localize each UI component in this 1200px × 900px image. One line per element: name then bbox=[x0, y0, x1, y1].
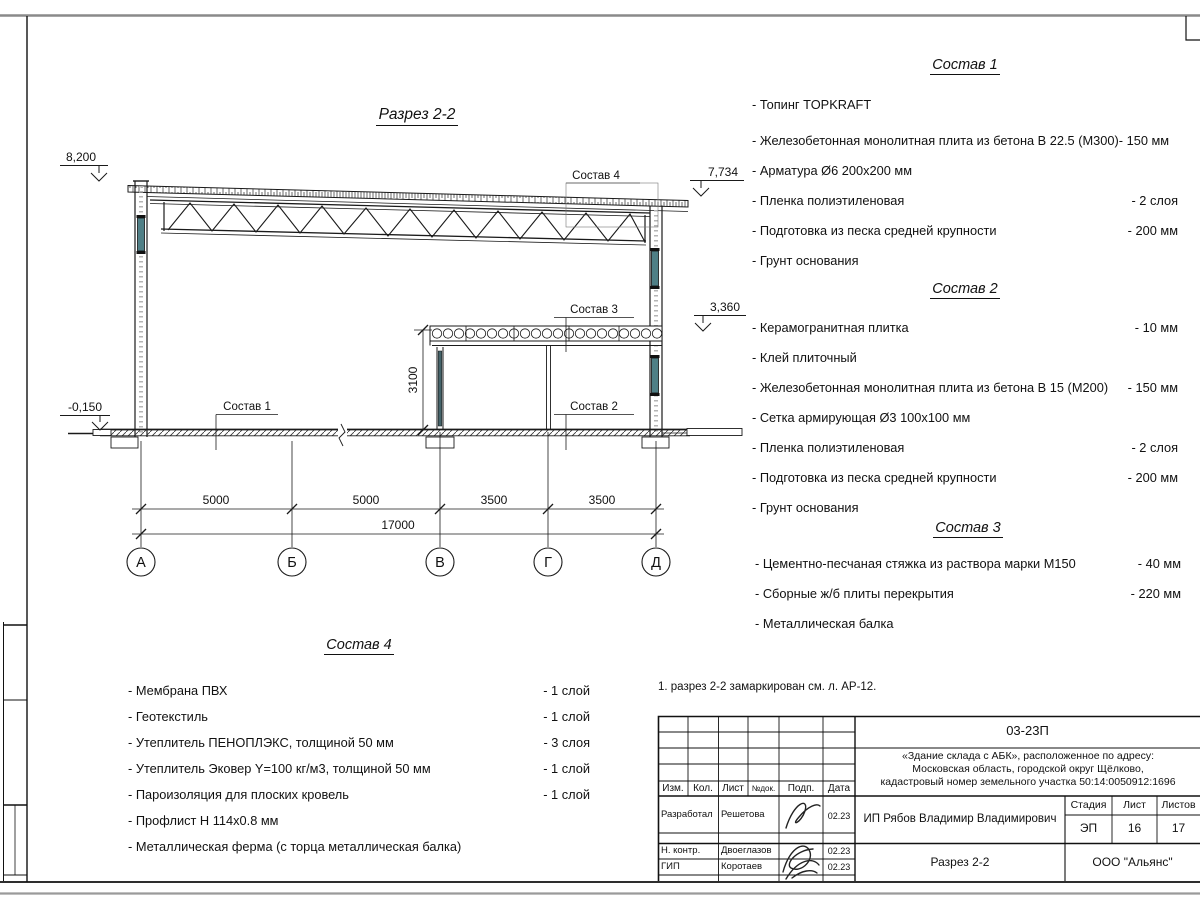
spec-item: - Профлист Н 114х0.8 мм bbox=[128, 813, 279, 828]
spec-item: - Сборные ж/б плиты перекрытия - 220 мм bbox=[755, 586, 1181, 601]
spec-item: - Топинг TOPKRAFT bbox=[752, 97, 872, 112]
col-header-izm: Изм. bbox=[662, 783, 684, 794]
signature-2 bbox=[783, 846, 819, 879]
left-wall-window bbox=[138, 218, 145, 251]
axis-label-g: Г bbox=[544, 555, 552, 571]
elevation-mezzanine: 3,360 bbox=[710, 300, 741, 314]
elevation-roof-left: 8,200 bbox=[66, 150, 97, 164]
right-wall-window-lower bbox=[652, 358, 659, 393]
dim-3500-2: 3500 bbox=[588, 493, 616, 507]
spec-item: - Грунт основания bbox=[752, 500, 859, 515]
stage-value: ЭП bbox=[1079, 821, 1098, 835]
floor-slab bbox=[68, 424, 742, 448]
spec-item: - Геотекстиль - 1 слой bbox=[128, 709, 590, 724]
dim-5000-2: 5000 bbox=[352, 493, 380, 507]
spec-item: - Пароизоляция для плоских кровель - 1 слой bbox=[128, 787, 590, 802]
elevation-roof-right: 7,734 bbox=[708, 165, 739, 179]
role-nkontr: Н. контр. bbox=[661, 845, 701, 856]
role-gip: ГИП bbox=[661, 861, 680, 872]
spec-item: - Грунт основания bbox=[752, 253, 859, 268]
left-wall bbox=[133, 181, 149, 437]
spec-item: - Металлическая балка bbox=[755, 616, 894, 631]
axis-label-v: В bbox=[435, 555, 445, 571]
project-description-line1: «Здание склада с АБК», расположенное по адресу: bbox=[902, 750, 1154, 762]
roof-truss bbox=[150, 200, 650, 245]
dim-3500-1: 3500 bbox=[480, 493, 508, 507]
axis-label-d: Д bbox=[651, 555, 661, 571]
spec-list-sostav-3 bbox=[755, 520, 1181, 640]
spec-item: - Пленка полиэтиленовая - 2 слоя bbox=[752, 193, 1178, 208]
name-gip: Коротаев bbox=[721, 861, 763, 872]
spec-item: - Утеплитель Эковер Y=100 кг/м3, толщиной 50 мм - 1 слой bbox=[128, 761, 590, 776]
doc-number: 03-23П bbox=[1006, 723, 1049, 738]
client-name: ИП Рябов Владимир Владимирович bbox=[863, 813, 1057, 825]
spec-list-title: Состав 3 bbox=[935, 520, 1001, 536]
label-sostav1: Состав 1 bbox=[223, 401, 271, 413]
label-sostav4: Состав 4 bbox=[572, 170, 620, 182]
section-name: Разрез 2-2 bbox=[930, 855, 990, 869]
spec-list-sostav-2 bbox=[752, 281, 1178, 521]
roof-deck bbox=[128, 186, 688, 212]
date-gip: 02.23 bbox=[827, 862, 851, 872]
name-razrabotal: Решетова bbox=[721, 809, 765, 820]
spec-item: - Железобетонная монолитная плита из бетона В 22.5 (М300)- 150 мм bbox=[752, 133, 1170, 148]
axis-label-b: Б bbox=[287, 555, 297, 571]
col-header-podp: Подп. bbox=[787, 783, 815, 794]
spec-item: - Подготовка из песка средней крупности - 200 мм bbox=[752, 470, 1178, 485]
name-nkontr: Двоеглазов bbox=[721, 845, 772, 856]
label-sostav2: Состав 2 bbox=[570, 401, 618, 413]
stage-header: Стадия bbox=[1070, 799, 1107, 811]
project-description-line2: Московская область, городской округ Щёлково, bbox=[912, 763, 1144, 775]
spec-item: - Мембрана ПВХ - 1 слой bbox=[128, 683, 590, 698]
date-razrabotal: 02.23 bbox=[827, 811, 851, 821]
company-name: ООО "Альянс" bbox=[1092, 855, 1173, 869]
signature-1 bbox=[786, 803, 820, 828]
label-sostav3: Состав 3 bbox=[570, 304, 618, 316]
spec-item: - Подготовка из песка средней крупности - 200 мм bbox=[752, 223, 1178, 238]
sheets-header: Листов bbox=[1161, 799, 1196, 811]
right-wall-window-upper bbox=[652, 251, 659, 286]
spec-list-sostav-1 bbox=[752, 57, 1178, 287]
spec-item: - Утеплитель ПЕНОПЛЭКС, толщиной 50 мм - 3 слоя bbox=[128, 735, 590, 750]
spec-item: - Сетка армирующая Ø3 100х100 мм bbox=[752, 410, 971, 425]
spec-item: - Арматура Ø6 200х200 мм bbox=[752, 163, 913, 178]
sheet-header: Лист bbox=[1123, 799, 1146, 811]
spec-list-sostav-4 bbox=[128, 637, 590, 862]
axis-label-a: А bbox=[136, 555, 146, 571]
dim-5000-1: 5000 bbox=[202, 493, 230, 507]
project-description-line3: кадастровый номер земельного участка 50:14:0050912:1696 bbox=[880, 776, 1176, 788]
spec-item: - Железобетонная монолитная плита из бетона В 15 (М200) - 150 мм bbox=[752, 380, 1178, 395]
sheet-number: 16 bbox=[1127, 821, 1142, 835]
spec-item: - Цементно-песчаная стяжка из раствора марки М150 - 40 мм bbox=[755, 556, 1181, 571]
right-wall bbox=[650, 206, 662, 438]
dim-total: 17000 bbox=[381, 518, 415, 532]
sheets-total: 17 bbox=[1171, 821, 1186, 835]
date-nkontr: 02.23 bbox=[827, 846, 851, 856]
role-razrabotal: Разработал bbox=[661, 809, 713, 820]
dim-height: 3100 bbox=[406, 366, 420, 394]
spec-item: - Керамогранитная плитка - 10 мм bbox=[752, 320, 1178, 335]
axis-bubbles bbox=[127, 548, 670, 576]
drawing-view-title: Разрез 2-2 bbox=[352, 106, 482, 124]
interior-columns bbox=[437, 346, 551, 431]
col-header-list: Лист bbox=[722, 783, 744, 794]
spec-item: - Пленка полиэтиленовая - 2 слоя bbox=[752, 440, 1178, 455]
spec-list-title: Состав 2 bbox=[932, 281, 998, 297]
sheet-note: 1. разрез 2-2 замаркирован см. л. АР-12. bbox=[658, 681, 877, 693]
col-header-kol: Кол. bbox=[693, 783, 713, 794]
signature-marks bbox=[783, 803, 820, 879]
spec-item: - Металлическая ферма (с торца металлическая балка) bbox=[128, 839, 462, 854]
col-header-ndok: №док. bbox=[751, 784, 776, 793]
spec-item: - Клей плиточный bbox=[752, 350, 857, 365]
spec-list-title: Состав 1 bbox=[932, 57, 998, 73]
spec-list-title: Состав 4 bbox=[326, 637, 392, 653]
mezzanine-slab bbox=[430, 326, 662, 346]
col-header-data: Дата bbox=[827, 783, 851, 794]
elevation-floor: -0,150 bbox=[68, 400, 103, 414]
